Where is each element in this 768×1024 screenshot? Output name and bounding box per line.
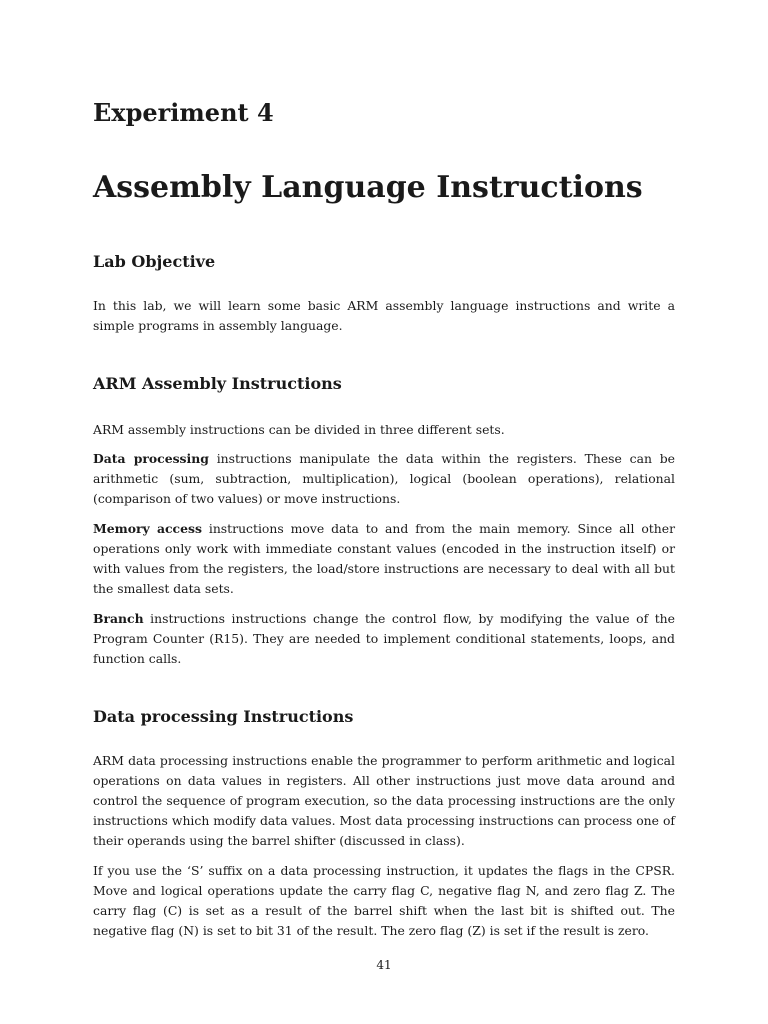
memory-access-term: Memory access — [93, 521, 202, 536]
branch-paragraph — [93, 609, 675, 669]
memory-access-paragraph — [93, 519, 675, 599]
data-processing-instructions-paragraph-1: ARM data processing instructions enable the programmer to perform arithmetic and logical operations on data values in registers. All other instructions just move data around and control the sequence of program execution, so the data processing instructions are the only instructions which modify data values. Most data processing instructions can process one of their operands using the barrel shifter (discussed in class). — [93, 753, 675, 848]
branch-term: Branch — [93, 611, 144, 626]
data-processing-term: Data processing — [93, 451, 209, 466]
data-processing-paragraph — [93, 449, 675, 509]
heading-data-processing-instructions: Data processing Instructions — [93, 707, 354, 726]
arm-assembly-intro: ARM assembly instructions can be divided in three different sets. — [93, 422, 505, 437]
memory-access-text: instructions move data to and from the main memory. Since all other operations only work with immediate constant values (encoded in the instruction itself) or with values from the registers, the load/store instructions are necessary to deal with all but the smallest data sets. — [93, 521, 676, 596]
data-processing-instructions-paragraph-2: If you use the ‘S’ suffix on a data processing instruction, it updates the flags in the CPSR. Move and logical operations update the carry flag C, negative flag N, and zero flag Z. The carry flag (C) is set as a result of the barrel shift when the last bit is shifted out. The negative flag (N) is set to bit 31 of the result. The zero flag (Z) is set if the result is zero. — [93, 863, 675, 938]
data-processing-text: instructions manipulate the data within the registers. These can be arithmetic (sum, subtraction, multiplication), logical (boolean operations), relational (comparison of two values) or move instructions. — [93, 451, 675, 506]
heading-arm-assembly: ARM Assembly Instructions — [93, 374, 342, 393]
chapter-label: Experiment 4 — [93, 98, 274, 127]
page-title: Assembly Language Instructions — [93, 170, 643, 205]
page-number: 41 — [376, 958, 392, 972]
branch-text: instructions instructions change the control flow, by modifying the value of the Program Counter (R15). They are needed to implement conditional statements, loops, and function calls. — [93, 611, 675, 666]
heading-lab-objective: Lab Objective — [93, 252, 216, 271]
document-page — [93, 0, 675, 1024]
lab-objective-paragraph: In this lab, we will learn some basic ARM assembly language instructions and write a simple programs in assembly language. — [93, 298, 675, 333]
